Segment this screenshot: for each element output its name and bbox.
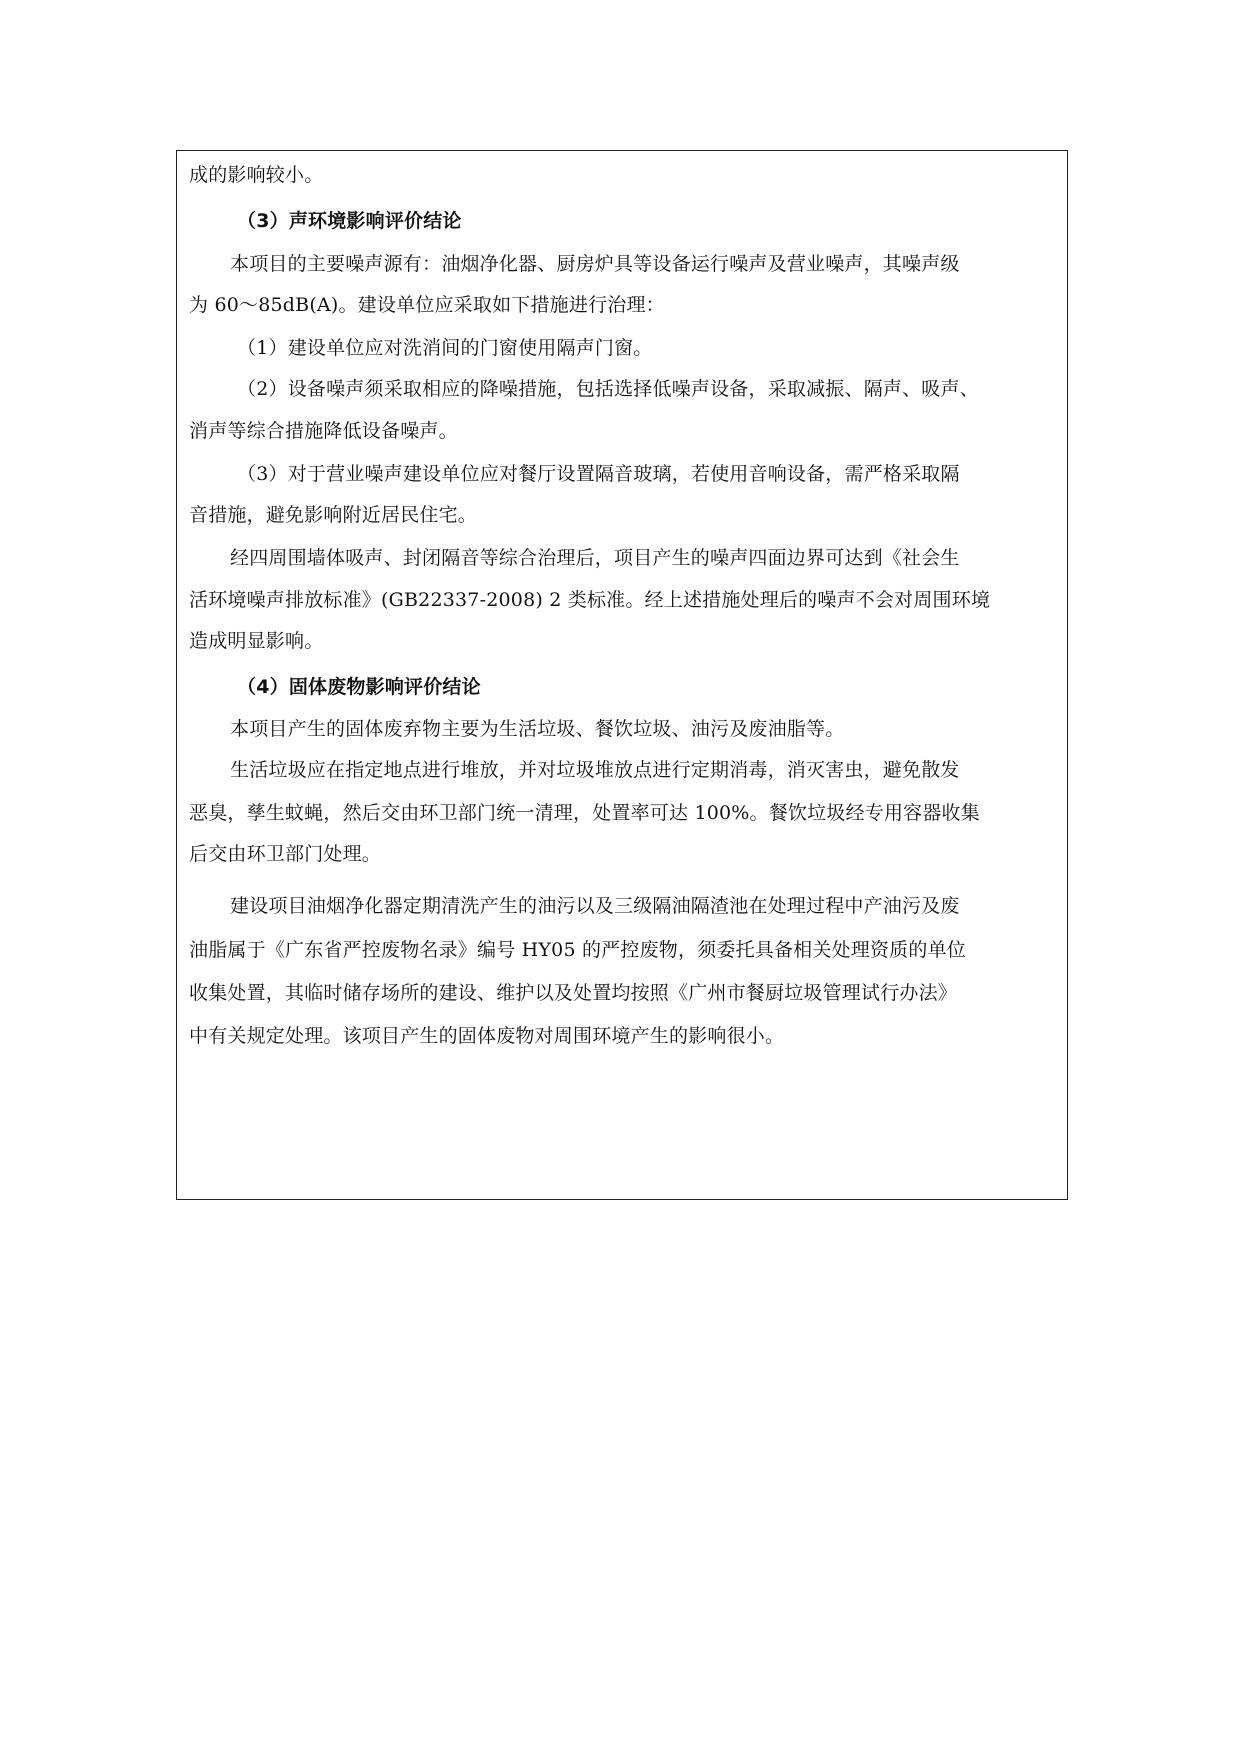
text-line: 恶臭，孳生蚊蝇，然后交由环卫部门统一清理，处置率可达 100%。餐饮垃圾经专用容器收集	[189, 802, 980, 824]
content-box	[176, 150, 1068, 1200]
text-line: 后交由环卫部门处理。	[189, 843, 382, 865]
text-line: 消声等综合措施降低设备噪声。	[189, 420, 458, 442]
text-line: （3）对于营业噪声建设单位应对餐厅设置隔音玻璃，若使用音响设备，需严格采取隔	[237, 463, 960, 485]
text-line: 音措施，避免影响附近居民住宅。	[189, 504, 478, 526]
text-line: 成的影响较小。	[189, 164, 324, 186]
section-heading-solid-waste: （4）固体废物影响评价结论	[237, 676, 481, 698]
text-line: 为 60～85dB(A)。建设单位应采取如下措施进行治理：	[189, 294, 665, 316]
text-line: 本项目产生的固体废弃物主要为生活垃圾、餐饮垃圾、油污及废油脂等。	[230, 718, 845, 740]
text-line: 造成明显影响。	[189, 630, 324, 652]
text-line: 活环境噪声排放标准》(GB22337-2008) 2 类标准。经上述措施处理后的噪声不会对周围环境	[189, 589, 991, 611]
text-line: 收集处置，其临时储存场所的建设、维护以及处置均按照《广州市餐厨垃圾管理试行办法》	[189, 982, 958, 1004]
text-line: 经四周围墙体吸声、封闭隔音等综合治理后，项目产生的噪声四面边界可达到《社会生	[230, 547, 960, 569]
text-line: 生活垃圾应在指定地点进行堆放，并对垃圾堆放点进行定期消毒，消灭害虫，避免散发	[230, 759, 960, 781]
text-line: （2）设备噪声须采取相应的降噪措施，包括选择低噪声设备，采取减振、隔声、吸声、	[237, 378, 979, 400]
text-line: （1）建设单位应对洗消间的门窗使用隔声门窗。	[237, 337, 653, 359]
text-line: 中有关规定处理。该项目产生的固体废物对周围环境产生的影响很小。	[189, 1025, 785, 1047]
text-line: 油脂属于《广东省严控废物名录》编号 HY05 的严控废物，须委托具备相关处理资质的单位	[189, 939, 966, 961]
text-line: 本项目的主要噪声源有：油烟净化器、厨房炉具等设备运行噪声及营业噪声，其噪声级	[230, 253, 960, 275]
text-line: 建设项目油烟净化器定期清洗产生的油污以及三级隔油隔渣池在处理过程中产油污及废	[230, 895, 960, 917]
section-heading-noise: （3）声环境影响评价结论	[237, 210, 462, 232]
